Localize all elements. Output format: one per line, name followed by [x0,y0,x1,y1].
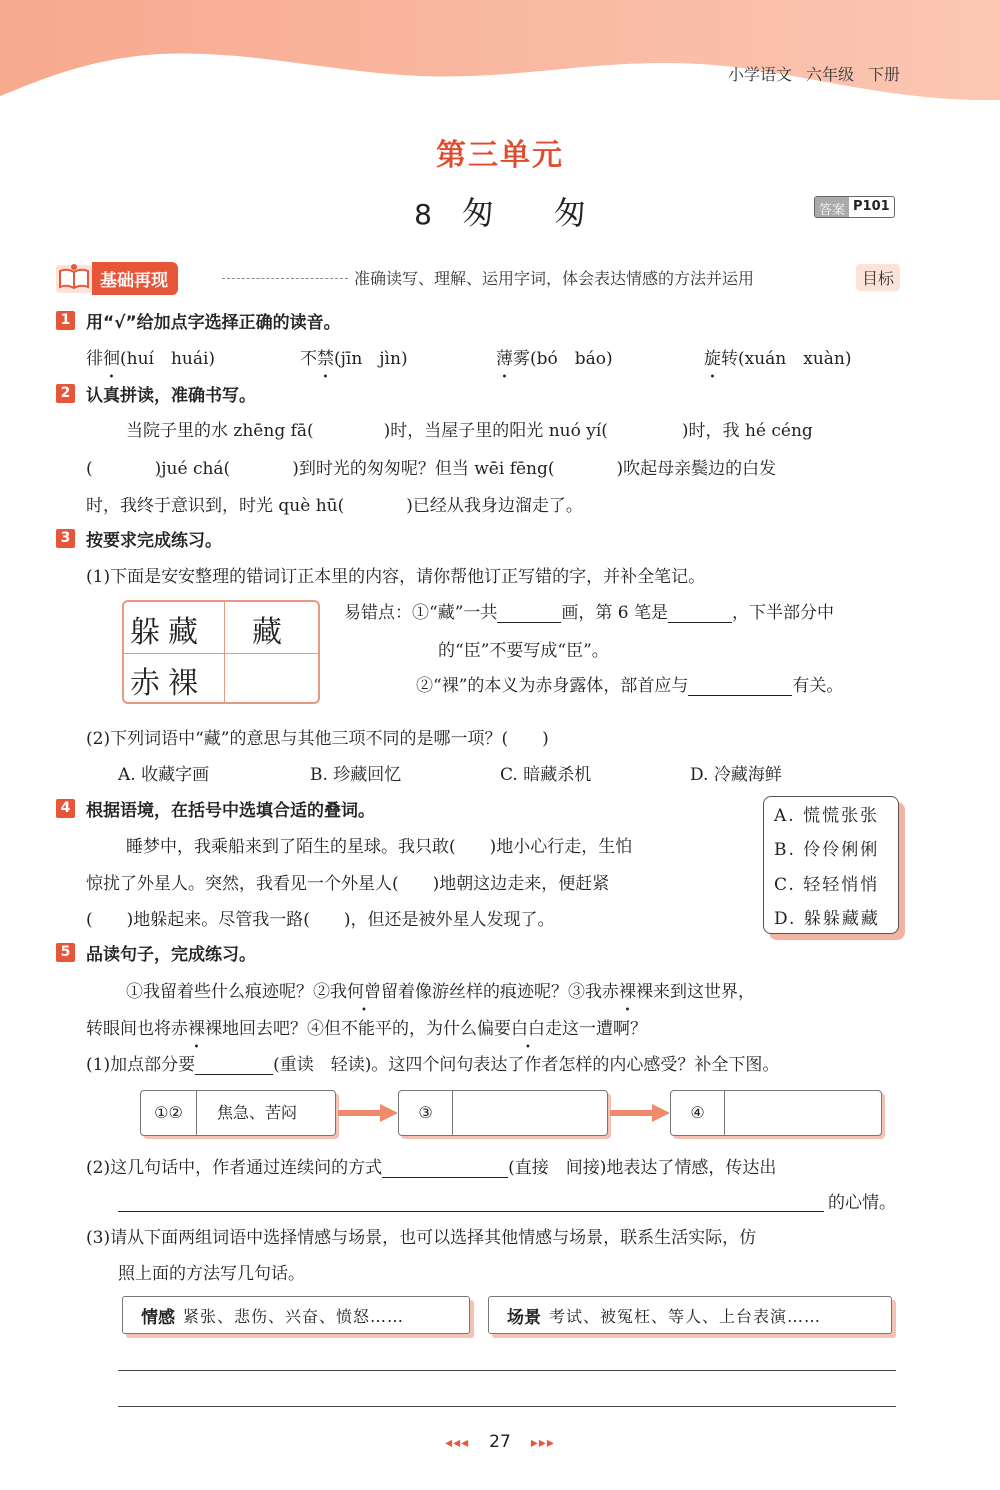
q3-choice-c[interactable]: C. 暗藏杀机 [500,765,592,785]
q5-text: 转眼间也将 [86,1019,171,1039]
writing-line-2[interactable] [118,1406,896,1407]
question-number-1: 1 [56,311,75,330]
q1-item-3 [496,344,613,369]
q5-text: 走这一遭啊？ [545,1019,647,1039]
q3-blank-radical[interactable] [688,678,792,696]
left-arrows-icon: ◂◂◂ [445,1435,470,1451]
q3-choice-d[interactable]: D. 冷藏海鲜 [690,765,782,785]
question-title-2: 认真拼读，准确书写。 [86,386,256,406]
emotion-flow-box-3 [670,1090,882,1136]
q3-blank-stroke-6[interactable] [668,605,732,623]
q3-choice-b[interactable]: B. 珍藏回忆 [310,765,402,785]
q5-text: ①我留着些什么痕迹呢？②我 [126,982,347,1002]
flow-box-3-label: ④ [671,1091,725,1135]
q5-dotted-phrase: 白白 [511,1019,545,1039]
q5-part-3-line-1: (3)请从下面两组词语中选择情感与场景，也可以选择其他情感与场景，联系生活实际，仿 [86,1228,757,1248]
q5-sentence-line-1 [126,977,755,1002]
writing-line-1[interactable] [118,1370,896,1371]
q5-part-1 [86,1050,779,1075]
q3-note-text: 画，第 6 笔是 [561,603,669,623]
q4-line-3: ( )地躲起来。尽管我一路( )，但还是被外星人发现了。 [86,910,555,930]
question-number-5: 5 [56,943,75,962]
card-fix-1: 藏 [252,615,290,650]
card-word-1: 躲藏 [130,615,206,650]
lesson-number: 8 [414,198,432,231]
q4-option-c: C. 轻轻悄悄 [774,875,880,895]
q2-text: )吹起母亲鬓边的白发 [616,459,777,479]
subject-label: 小学语文 [727,65,792,84]
question-title-5: 品读句子，完成练习。 [86,945,256,965]
flow-box-1-label: ①② [141,1091,197,1135]
q1-item-2 [300,344,408,369]
error-correction-card [122,600,320,704]
q2-line-2 [86,454,776,479]
emotion-flow-box-1 [140,1090,336,1136]
question-number-3: 3 [56,529,75,548]
q5-text: 地回去吧？④但不能平的，为什么偏要 [222,1019,511,1039]
q2-text: 当院子里的水 zhēng fā( [126,421,314,441]
emotion-word-box [122,1296,470,1334]
q1-item-2-word: 不 [300,349,317,369]
q5-text: (2)这几句话中，作者通过连续问的方式 [86,1158,383,1178]
q5-dotted-phrase: 何曾 [347,982,381,1002]
flow-arrow-2-icon [610,1104,670,1122]
q1-item-4-word: 转 [721,349,738,369]
scene-label: 场景 [507,1307,541,1328]
q2-line-3 [86,491,583,516]
lesson-char-2: 匆 [553,194,586,232]
q3-note-text: ，下半部分中 [732,603,835,623]
q4-option-d: D. 躲躲藏藏 [774,909,880,929]
emotion-flow-box-2 [398,1090,608,1136]
scene-words: 考试、被冤枉、等人、上台表演…… [549,1306,822,1326]
q3-part-2: (2)下列词语中“藏”的意思与其他三项不同的是哪一项？( ) [86,729,549,749]
question-title-4: 根据语境，在括号中选填合适的叠词。 [86,801,375,821]
q5-dotted-phrase: 赤裸裸 [171,1019,222,1039]
q2-line-1 [126,416,813,441]
q2-text: )时，我 hé céng [681,421,813,441]
emotion-label: 情感 [141,1307,175,1328]
question-number-2: 2 [56,384,75,403]
answer-reference [814,196,895,218]
q1-item-3-options[interactable]: (bó báo) [530,349,613,369]
card-divider-v [224,602,225,702]
flow-box-3-slot[interactable] [727,1091,879,1135]
q2-text: )到时光的匆匆呢？但当 wēi fēng( [292,459,555,479]
q5-blank-feeling[interactable] [118,1194,824,1212]
q3-note-text: 易错点：①“藏”一共 [344,603,498,623]
q5-text: 留着像游丝样的痕迹呢？③我 [381,982,602,1002]
q5-part-2 [86,1153,776,1178]
right-arrows-icon: ▸▸▸ [530,1435,555,1451]
section-goal: 准确读写、理解、运用字词，体会表达情感的方法并运用 [354,269,755,288]
emotion-words: 紧张、悲伤、兴奋、愤怒…… [183,1306,405,1326]
q4-line-2: 惊扰了外星人。突然，我看见一个外星人( )地朝这边走来，便赶紧 [86,874,610,894]
q5-text: 来到这世界， [653,982,755,1002]
q4-option-a: A. 慌慌张张 [774,806,880,826]
q5-part-3-line-2: 照上面的方法写几句话。 [118,1264,305,1284]
q3-note-text: 有关。 [792,676,844,696]
q4-line-1: 睡梦中，我乘船来到了陌生的星球。我只敢( )地小心行走，生怕 [126,837,633,857]
q3-note-2: 的“臣”不要写成“臣”。 [438,641,609,661]
book-title [714,62,900,85]
section-divider [222,278,348,279]
card-word-2: 赤裸 [130,666,206,701]
q5-text: (直接 间接)地表达了情感，传达出 [508,1158,777,1178]
q4-option-b: B. 伶伶俐俐 [774,840,880,860]
section-label: 基础再现 [92,262,178,295]
q2-text: 时，我终于意识到，时光 què hū( [86,496,345,516]
q3-blank-strokes[interactable] [497,605,561,623]
q1-item-4 [704,344,852,369]
flow-box-1-text: 焦急、苦闷 [217,1103,298,1122]
q1-item-2-dotted: 禁 [317,349,334,369]
flow-box-2-label: ③ [399,1091,453,1135]
q2-text: )时，当屋子里的阳光 nuó yí( [383,421,608,441]
header-wave-banner [0,0,1000,110]
grade-label: 六年级 [805,65,854,84]
flow-box-2-slot[interactable] [455,1091,605,1135]
scene-word-box [488,1296,892,1334]
q3-note-text: ②“裸”的本义为赤身露体，部首应与 [416,676,689,696]
q1-item-1-options[interactable]: (huí huái) [120,349,216,369]
question-title-1: 用“√”给加点字选择正确的读音。 [86,313,341,333]
page-number: 27 [489,1432,511,1452]
q5-part-2-end: 的心情。 [828,1193,896,1213]
q1-item-1-word: 徘 [86,349,103,369]
q2-text: ( [86,459,93,479]
card-divider-h [124,653,318,654]
q5-sentence-line-2 [86,1014,647,1039]
volume-label: 下册 [867,65,900,84]
open-book-icon [56,263,92,293]
q1-item-1 [86,344,215,369]
question-number-4: 4 [56,799,75,818]
q3-note-1 [344,598,834,623]
q1-item-3-word: 雾 [513,349,530,369]
q1-item-1-dotted: 徊 [103,349,120,369]
answer-label: 答案 [815,197,849,217]
flow-arrow-1-icon [338,1104,398,1122]
lesson-char-1: 匆 [461,194,494,232]
section-banner [56,262,178,294]
unit-title: 第三单元 [436,138,564,173]
q1-item-2-options[interactable]: (jīn jìn) [334,349,408,369]
q3-note-3 [416,671,843,696]
goal-tag: 目标 [856,264,900,291]
q5-text: (重读 轻读)。这四个问句表达了作者怎样的内心感受？补全下图。 [273,1055,780,1075]
q5-text: (1)加点部分要 [86,1055,196,1075]
card-fix-2-slot[interactable] [228,656,318,700]
q5-dotted-phrase: 赤裸裸 [602,982,653,1002]
q3-choice-a[interactable]: A. 收藏字画 [118,765,210,785]
answer-page: P101 [853,199,890,214]
q1-item-3-dotted: 薄 [496,349,513,369]
q2-text: )jué chá( [154,459,231,479]
q1-item-4-dotted: 旋 [704,349,721,369]
q5-blank-method[interactable] [382,1160,508,1178]
q2-text: )已经从我身边溜走了。 [406,496,583,516]
question-title-3: 按要求完成练习。 [86,531,222,551]
q4-options-box [763,796,899,934]
q5-blank-stress[interactable] [195,1057,273,1075]
page-footer [0,1432,1000,1452]
q3-part-1: (1)下面是安安整理的错词订正本里的内容，请你帮他订正写错的字，并补全笔记。 [86,567,706,587]
q1-item-4-options[interactable]: (xuán xuàn) [738,349,852,369]
